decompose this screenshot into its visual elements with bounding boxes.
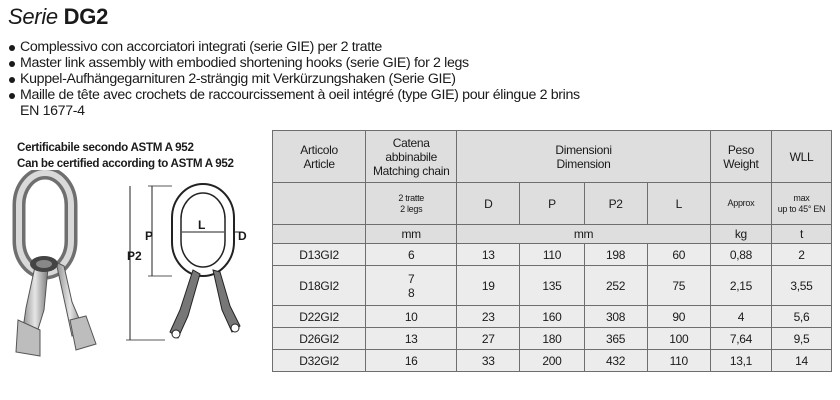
technical-drawing [126, 184, 240, 340]
col-article: Articolo Article [273, 131, 366, 183]
cell-chain: 13 [366, 328, 457, 350]
sub-p2: P2 [584, 183, 647, 225]
sub-legs: 2 tratte 2 legs [366, 183, 457, 225]
col-dimensions: Dimensioni Dimension [457, 131, 711, 183]
title-serie: Serie [8, 4, 58, 29]
spec-table [272, 130, 832, 372]
dimension-label-p: P [145, 229, 154, 243]
sub-p: P [520, 183, 584, 225]
title-code: DG2 [63, 4, 109, 29]
cell-wll: 3,55 [771, 266, 831, 306]
cell-p: 180 [520, 328, 584, 350]
unit-wll: t [771, 225, 831, 244]
unit-dims: mm [457, 225, 711, 244]
cell-p2: 198 [584, 244, 647, 266]
certification-en: Can be certified according to ASTM A 952 [17, 157, 234, 170]
description-it: Complessivo con accorciatori integrati (serie GIE) per 2 tratte [8, 39, 580, 55]
cell-article: D22GI2 [273, 306, 366, 328]
certification-note [17, 140, 234, 172]
cell-article: D26GI2 [273, 328, 366, 350]
cell-article: D32GI2 [273, 350, 366, 372]
cell-l: 90 [647, 306, 710, 328]
sub-l: L [647, 183, 710, 225]
table-row [273, 266, 832, 306]
cell-d: 19 [457, 266, 520, 306]
cell-l: 100 [647, 328, 710, 350]
cell-p: 110 [520, 244, 584, 266]
sub-d: D [457, 183, 520, 225]
assembly-photo [16, 173, 96, 356]
cell-p: 200 [520, 350, 584, 372]
cell-p2: 365 [584, 328, 647, 350]
description-fr-text: Maille de tête avec crochets de raccourcissement à oeil intégré (type GIE) pour élingue 2 brins [20, 87, 580, 103]
cell-weight: 0,88 [710, 244, 771, 266]
dimension-label-p2: P2 [127, 249, 142, 263]
cell-l: 75 [647, 266, 710, 306]
description-fr [8, 87, 580, 119]
cell-d: 13 [457, 244, 520, 266]
cell-p: 160 [520, 306, 584, 328]
unit-chain: mm [366, 225, 457, 244]
col-chain: Catena abbinabile Matching chain [366, 131, 457, 183]
cell-l: 110 [647, 350, 710, 372]
assembly-drawing [0, 170, 270, 370]
cell-wll: 2 [771, 244, 831, 266]
table-row [273, 306, 832, 328]
cell-wll: 5,6 [771, 306, 831, 328]
table-row [273, 350, 832, 372]
cell-weight: 7,64 [710, 328, 771, 350]
table-row [273, 328, 832, 350]
dimension-label-d: D [238, 229, 247, 243]
cell-wll: 14 [771, 350, 831, 372]
cell-chain: 6 [366, 244, 457, 266]
cell-article: D18GI2 [273, 266, 366, 306]
unit-weight: kg [710, 225, 771, 244]
cell-chain: 10 [366, 306, 457, 328]
cell-weight: 13,1 [710, 350, 771, 372]
certification-it: Certificabile secondo ASTM A 952 [17, 141, 194, 154]
cell-p2: 308 [584, 306, 647, 328]
description-en: Master link assembly with embodied shortening hooks (serie GIE) for 2 legs [8, 55, 580, 71]
cell-chain: 7 8 [366, 266, 457, 306]
standard-label: EN 1677-4 [20, 103, 85, 119]
sub-approx: Approx [710, 183, 771, 225]
sub-empty [273, 183, 366, 225]
cell-d: 27 [457, 328, 520, 350]
cell-article: D13GI2 [273, 244, 366, 266]
unit-empty [273, 225, 366, 244]
cell-p2: 432 [584, 350, 647, 372]
cell-weight: 4 [710, 306, 771, 328]
cell-p2: 252 [584, 266, 647, 306]
col-weight: Peso Weight [710, 131, 771, 183]
col-wll: WLL [771, 131, 831, 183]
cell-weight: 2,15 [710, 266, 771, 306]
page-title [8, 4, 108, 30]
dimension-label-l: L [198, 218, 206, 232]
cell-p: 135 [520, 266, 584, 306]
cell-d: 23 [457, 306, 520, 328]
cell-l: 60 [647, 244, 710, 266]
sub-max: max up to 45° EN [771, 183, 831, 225]
cell-chain: 16 [366, 350, 457, 372]
description-list [8, 39, 580, 119]
cell-d: 33 [457, 350, 520, 372]
cell-wll: 9,5 [771, 328, 831, 350]
description-de: Kuppel-Aufhängegarnituren 2-strängig mit Verkürzungshaken (Serie GIE) [8, 71, 580, 87]
table-row [273, 244, 832, 266]
